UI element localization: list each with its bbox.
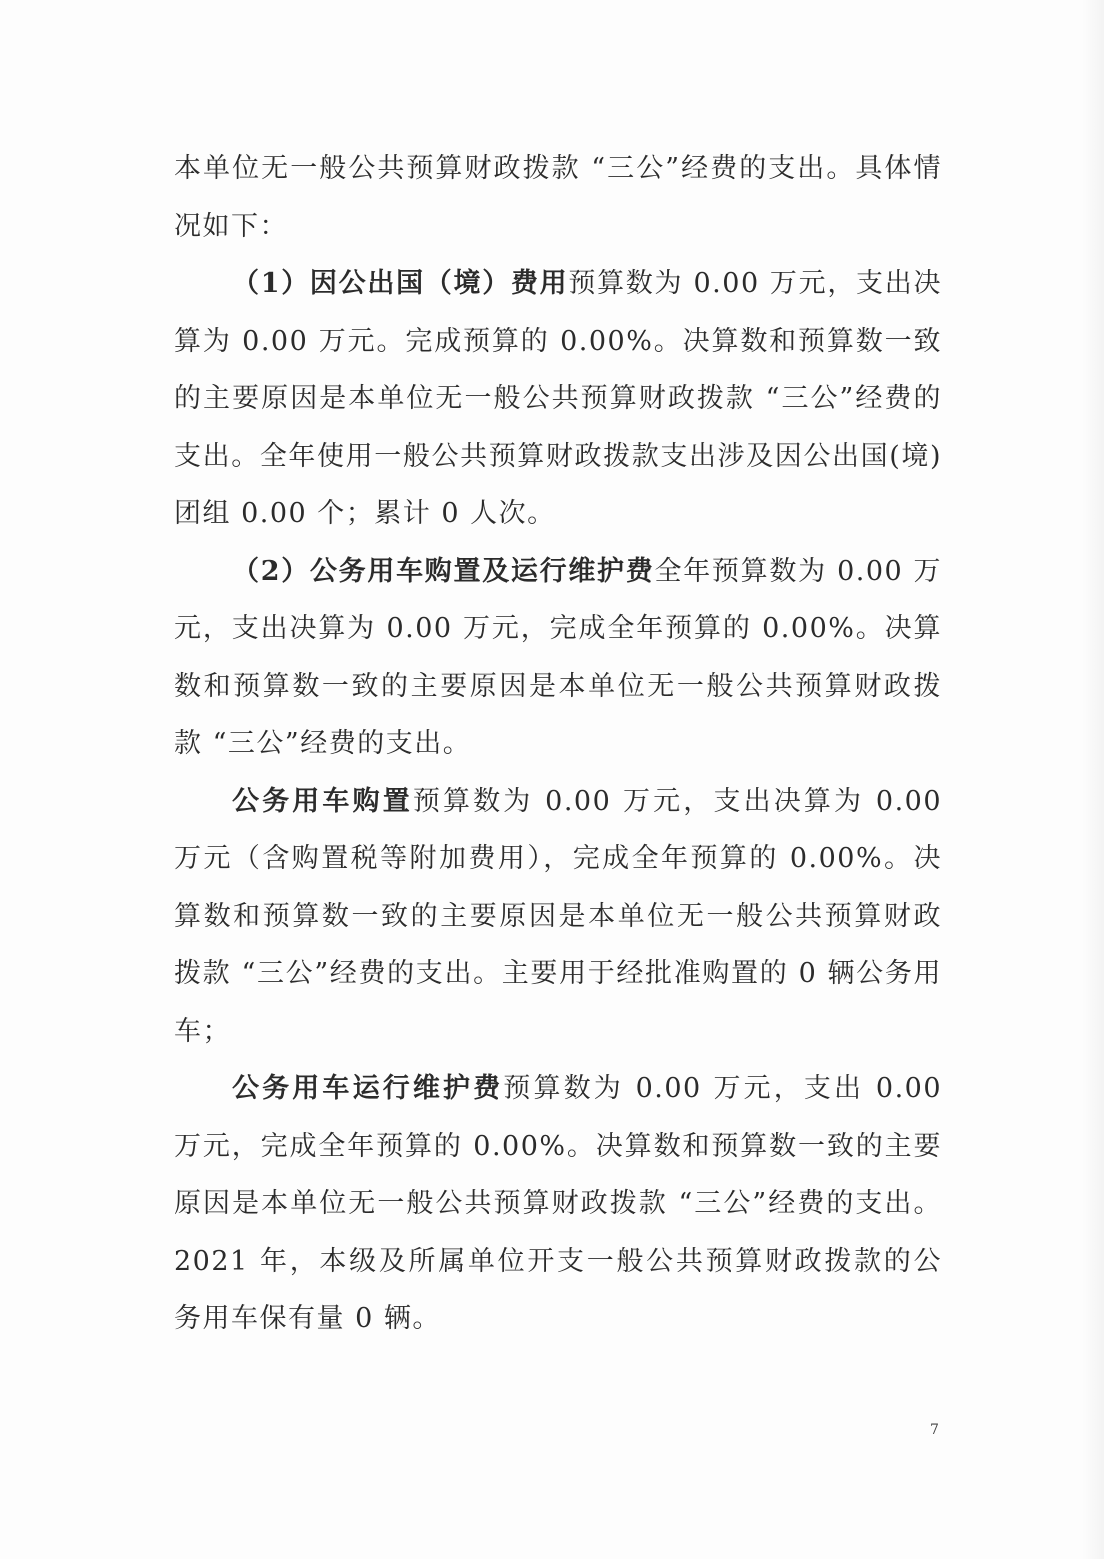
page-edge-shadow <box>1082 0 1104 1559</box>
heading-vehicle-total: （2）公务用车购置及运行维护费 <box>232 555 655 587</box>
paragraph-vehicle-total <box>174 543 942 773</box>
heading-overseas-travel: （1）因公出国（境）费用 <box>232 268 569 299</box>
paragraph-vehicle-purchase-text: 预算数为 0.00 万元，支出决算为 0.00 万元（含购置税等附加费用），完成全年预算的 0.00%。决算数和预算数一致的主要原因是本单位无一般公共预算财政拨款 “三公”经费的支出。主要用于经批准购置的 0 辆公务用车； <box>174 785 943 1047</box>
document-body <box>174 140 942 1348</box>
paragraph-vehicle-purchase <box>174 773 942 1061</box>
paragraph-vehicle-maintenance-text: 预算数为 0.00 万元，支出 0.00 万元，完成全年预算的 0.00%。决算数和预算数一致的主要原因是本单位无一般公共预算财政拨款 “三公”经费的支出。2021 年，本级及所属单位开支一般公共预算财政拨款的公务用车保有量 0 辆。 <box>174 1073 943 1334</box>
paragraph-intro-text: 本单位无一般公共预算财政拨款 “三公”经费的支出。具体情况如下： <box>174 153 942 242</box>
paragraph-overseas-travel <box>174 255 942 543</box>
page-number: 7 <box>930 1422 939 1438</box>
heading-vehicle-maintenance: 公务用车运行维护费 <box>232 1073 504 1104</box>
paragraph-vehicle-total-text: 全年预算数为 0.00 万元，支出决算为 0.00 万元，完成全年预算的 0.00%。决算数和预算数一致的主要原因是本单位无一般公共预算财政拨款 “三公”经费的支出。 <box>174 555 942 759</box>
paragraph-overseas-travel-text: 预算数为 0.00 万元，支出决算为 0.00 万元。完成预算的 0.00%。决算数和预算数一致的主要原因是本单位无一般公共预算财政拨款 “三公”经费的支出。全年使用一般公共预算财政拨款支出涉及因公出国(境)团组 0.00 个；累计 0 人次。 <box>174 268 942 529</box>
paragraph-vehicle-maintenance <box>174 1060 942 1348</box>
heading-vehicle-purchase: 公务用车购置 <box>232 785 413 817</box>
paragraph-intro <box>174 140 942 255</box>
